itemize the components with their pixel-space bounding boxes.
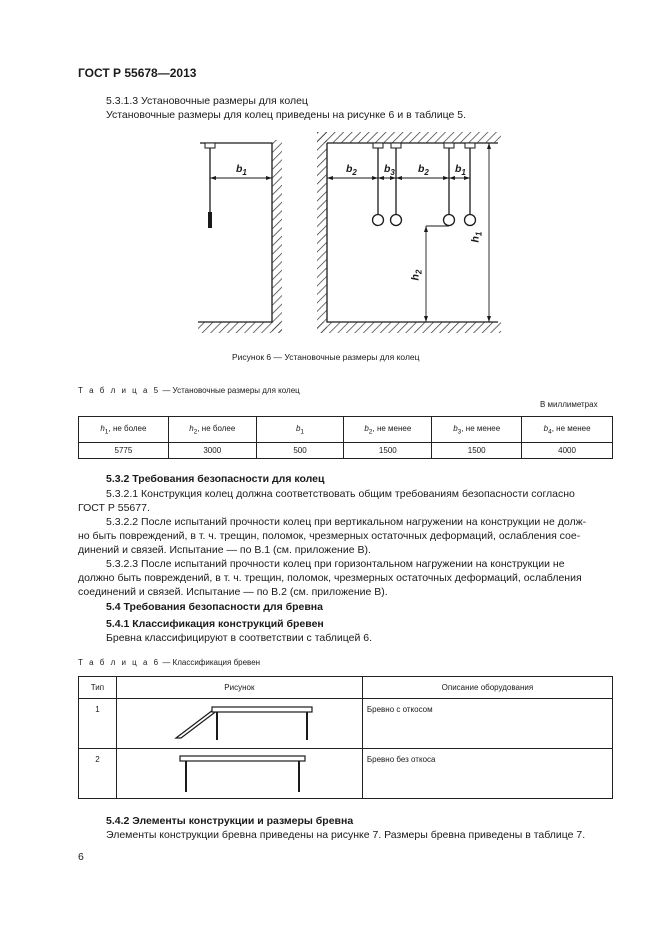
table-5-caption: Т а б л и ц а 5 — Установочные размеры для колец bbox=[78, 386, 300, 395]
section-text-541: Бревна классифицируют в соответствии с таблицей 6. bbox=[106, 632, 373, 644]
table-5-value-cell: 1500 bbox=[432, 443, 522, 459]
section-heading-5313: 5.3.1.3 Установочные размеры для колец bbox=[106, 95, 308, 107]
table-5-header-cell: $b_3$, не менее bbox=[432, 417, 522, 443]
table-5-header-row bbox=[79, 417, 613, 443]
table-5-header-cell: $b_4$, не менее bbox=[522, 417, 613, 443]
table-5-value-row bbox=[79, 443, 613, 459]
para-5321-line1: 5.3.2.1 Конструкция колец должна соответствовать общим требованиям безопасности согласно bbox=[106, 488, 575, 500]
table-5 bbox=[78, 416, 613, 459]
label-h1: $h_1$ bbox=[469, 231, 484, 243]
para-5322-line3: динений и связей. Испытание — по В.1 (см. приложение В). bbox=[78, 544, 371, 556]
para-5321-line2: ГОСТ Р 55677. bbox=[78, 502, 150, 514]
table-5-value-cell: 5775 bbox=[79, 443, 169, 459]
table-6-header-cell: Рисунок bbox=[116, 677, 362, 699]
table-6-row bbox=[79, 749, 613, 799]
label-b1-right: $b_1$ bbox=[455, 163, 466, 178]
para-5323-line1: 5.3.2.3 После испытаний прочности колец при горизонтальном нагружении на конструкции не bbox=[106, 558, 565, 570]
para-5323-line2: должно быть повреждений, в т. ч. трещин, поломок, чрезмерных остаточных деформаций, ослабления bbox=[78, 572, 582, 584]
table-6-type-cell: 1 bbox=[79, 699, 117, 749]
table-5-units: В миллиметрах bbox=[540, 400, 598, 409]
table-6-caption: Т а б л и ц а 6 — Классификация бревен bbox=[78, 658, 261, 667]
section-heading-54: 5.4 Требования безопасности для бревна bbox=[106, 601, 323, 613]
table-6-description-cell: Бревно без откоса bbox=[362, 749, 612, 799]
table-5-header-cell: $h_2$, не более bbox=[168, 417, 256, 443]
para-5322-line2: но быть повреждений, в т. ч. трещин, поломок, чрезмерных остаточных деформаций, ослабления сое- bbox=[78, 530, 581, 542]
label-b2-a: $b_2$ bbox=[346, 163, 357, 178]
table-6-image-cell bbox=[116, 749, 362, 799]
section-text-542: Элементы конструкции бревна приведены на рисунке 7. Размеры бревна приведены в таблице 7. bbox=[106, 829, 586, 841]
right-rings bbox=[373, 143, 476, 226]
section-text-5313: Установочные размеры для колец приведены на рисунке 6 и в таблице 5. bbox=[106, 109, 467, 121]
table-6-image-cell bbox=[116, 699, 362, 749]
table-5-header-cell: $b_2$, не менее bbox=[344, 417, 432, 443]
table-5-header-cell: $b_1$ bbox=[256, 417, 344, 443]
para-5322-line1: 5.3.2.2 После испытаний прочности колец при вертикальном нагружении на конструкции не долж- bbox=[106, 516, 587, 528]
table-6-description-cell: Бревно с откосом bbox=[362, 699, 612, 749]
table-5-value-cell: 500 bbox=[256, 443, 344, 459]
table-6-header-cell: Тип bbox=[79, 677, 117, 699]
table-6-header-cell: Описание оборудования bbox=[362, 677, 612, 699]
table-5-value-cell: 4000 bbox=[522, 443, 613, 459]
section-heading-542: 5.4.2 Элементы конструкции и размеры бревна bbox=[106, 815, 354, 827]
label-b3: $b_3$ bbox=[384, 163, 395, 178]
table-5-value-cell: 3000 bbox=[168, 443, 256, 459]
table-5-value-cell: 1500 bbox=[344, 443, 432, 459]
figure-6-caption: Рисунок 6 — Установочные размеры для колец bbox=[232, 352, 420, 362]
table-6 bbox=[78, 676, 613, 799]
table-6-row bbox=[79, 699, 613, 749]
document-header: ГОСТ Р 55678—2013 bbox=[78, 66, 197, 80]
label-h2: $h_2$ bbox=[409, 269, 424, 281]
section-heading-532: 5.3.2 Требования безопасности для колец bbox=[106, 473, 325, 485]
table-5-header-cell: $h_1$, не более bbox=[79, 417, 169, 443]
table-6-type-cell: 2 bbox=[79, 749, 117, 799]
label-b2-b: $b_2$ bbox=[418, 163, 429, 178]
para-5323-line3: соединений и связей. Испытание — по В.2 (см. приложение В). bbox=[78, 586, 388, 598]
left-ring-strap bbox=[205, 143, 272, 228]
page-number: 6 bbox=[78, 851, 84, 863]
label-b1-left: $b_1$ bbox=[236, 163, 247, 178]
section-heading-541: 5.4.1 Классификация конструкций бревен bbox=[106, 618, 324, 630]
table-6-header-row bbox=[79, 677, 613, 699]
